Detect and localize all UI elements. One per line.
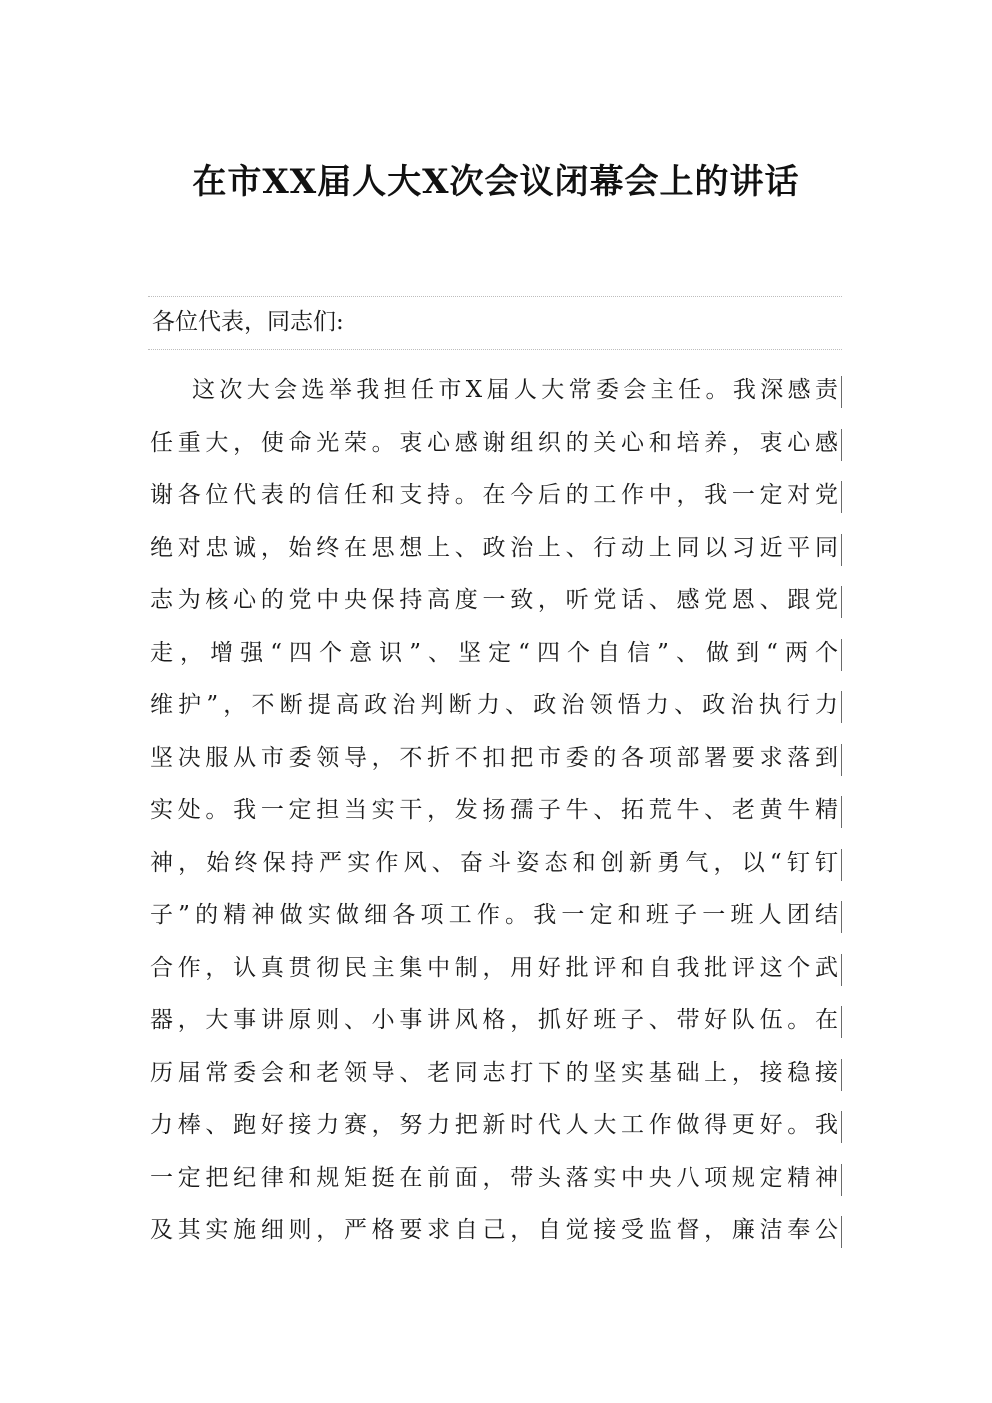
text-line: 神，始终保持严实作风、奋斗姿态和创新勇气，以“钉钉 [150,841,842,894]
text-line: 一定把纪律和规矩挺在前面，带头落实中央八项规定精神 [150,1156,842,1209]
text-line: 谢各位代表的信任和支持。在今后的工作中，我一定对党 [150,473,842,526]
text-line: 坚决服从市委领导，不折不扣把市委的各项部署要求落到 [150,736,842,789]
text-line: 历届常委会和老领导、老同志打下的坚实基础上，接稳接 [150,1051,842,1104]
text-line: 维护”，不断提高政治判断力、政治领悟力、政治执行力 [150,683,842,736]
text-line: 走，增强“四个意识”、坚定“四个自信”、做到“两个 [150,631,842,684]
text-line: 这次大会选举我担任市X届人大常委会主任。我深感责 [150,368,842,421]
body-paragraph [150,368,842,1261]
text-line: 合作，认真贯彻民主集中制，用好批评和自我批评这个武 [150,946,842,999]
salutation: 各位代表，同志们: [152,309,344,335]
text-line: 子”的精神做实做细各项工作。我一定和班子一班人团结 [150,893,842,946]
salutation-block [148,296,842,350]
text-line: 实处。我一定担当实干，发扬孺子牛、拓荒牛、老黄牛精 [150,788,842,841]
text-line: 志为核心的党中央保持高度一致，听党话、感党恩、跟党 [150,578,842,631]
text-line: 绝对忠诚，始终在思想上、政治上、行动上同以习近平同 [150,526,842,579]
text-line: 器，大事讲原则、小事讲风格，抓好班子、带好队伍。在 [150,998,842,1051]
text-line: 及其实施细则，严格要求自己，自觉接受监督，廉洁奉公 [150,1208,842,1261]
text-line: 力棒、跑好接力赛，努力把新时代人大工作做得更好。我 [150,1103,842,1156]
text-line: 任重大，使命光荣。衷心感谢组织的关心和培养，衷心感 [150,421,842,474]
document-title: 在市XX届人大X次会议闭幕会上的讲话 [192,162,800,202]
